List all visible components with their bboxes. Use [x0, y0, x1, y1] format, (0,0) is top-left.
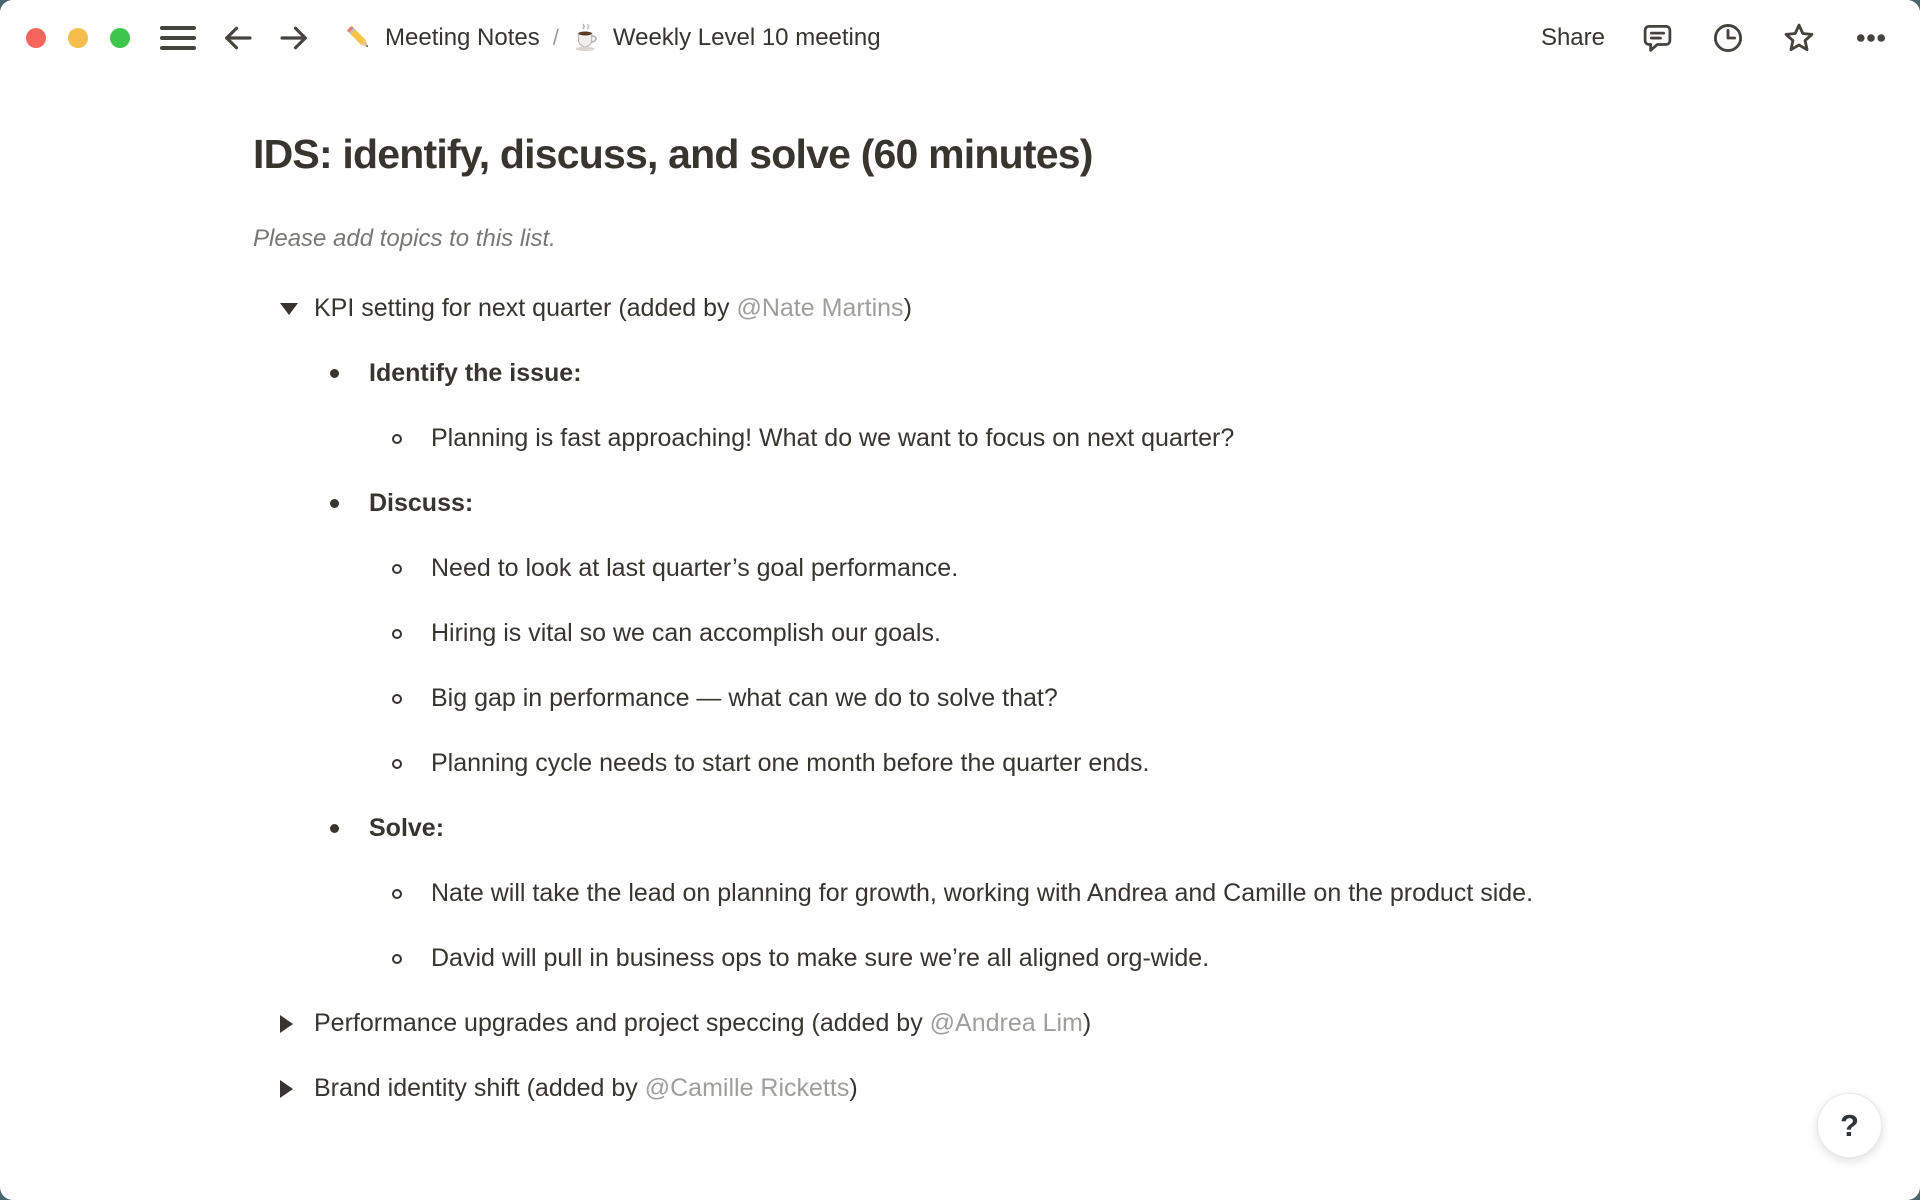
page-content [0, 76, 1667, 1113]
toggle-text[interactable]: KPI setting for next quarter (added by @Nate Martins) [314, 294, 912, 322]
list-item-text[interactable]: Solve: [369, 814, 445, 842]
list-item-text[interactable]: Nate will take the lead on planning for growth, working with Andrea and Camille on the product side. [431, 879, 1534, 907]
bullet-circle-icon [387, 934, 431, 983]
breadcrumb [344, 23, 881, 53]
user-mention[interactable]: @Nate Martins [736, 294, 904, 322]
breadcrumb-item-weekly-meeting[interactable] [572, 23, 881, 53]
minimize-window-button[interactable] [68, 28, 88, 48]
bullet-disc-icon [325, 804, 369, 853]
forward-arrow-icon[interactable] [276, 20, 312, 56]
bullet-circle-icon [387, 869, 431, 918]
list-item-text[interactable]: Identify the issue: [369, 359, 582, 387]
bulleted-list-item [253, 869, 1667, 918]
bulleted-list-item [253, 479, 1667, 528]
coffee-icon [572, 23, 602, 53]
list-item-text[interactable]: Discuss: [369, 489, 474, 517]
bullet-disc-icon [325, 349, 369, 398]
toggle-block-performance [253, 999, 1667, 1048]
list-item-text[interactable]: David will pull in business ops to make sure we’re all aligned org-wide. [431, 944, 1210, 972]
close-window-button[interactable] [26, 28, 46, 48]
toggle-block-kpi [253, 284, 1667, 333]
bullet-circle-icon [387, 414, 431, 463]
hamburger-menu-icon[interactable] [160, 22, 196, 54]
more-ellipsis-icon[interactable] [1852, 20, 1890, 56]
list-item-text[interactable]: Planning cycle needs to start one month before the quarter ends. [431, 749, 1150, 777]
bullet-circle-icon [387, 609, 431, 658]
bulleted-list-item [253, 414, 1667, 463]
toggle-text[interactable]: Performance upgrades and project speccing (added by @Andrea Lim) [314, 1009, 1092, 1037]
breadcrumb-item-meeting-notes[interactable] [344, 23, 540, 53]
nav-arrows [220, 20, 312, 56]
clock-history-icon[interactable] [1710, 20, 1746, 56]
block-list [253, 284, 1667, 1113]
bulleted-list-item [253, 934, 1667, 983]
toggle-block-brand [253, 1064, 1667, 1113]
user-mention[interactable]: @Camille Ricketts [644, 1074, 850, 1102]
bulleted-list-item [253, 739, 1667, 788]
user-mention[interactable]: @Andrea Lim [929, 1009, 1083, 1037]
bullet-circle-icon [387, 544, 431, 593]
bullet-disc-icon [325, 479, 369, 528]
window-controls [26, 28, 130, 48]
topbar-actions [1541, 20, 1890, 56]
favorite-star-icon[interactable] [1781, 20, 1817, 56]
list-item-text[interactable]: Big gap in performance — what can we do to solve that? [431, 684, 1058, 712]
pencil-icon [344, 23, 374, 53]
zoom-window-button[interactable] [110, 28, 130, 48]
question-mark-icon: ? [1840, 1107, 1859, 1143]
bulleted-list-item [253, 804, 1667, 853]
toggle-collapsed-icon[interactable] [277, 1064, 314, 1113]
toggle-collapsed-icon[interactable] [277, 999, 314, 1048]
list-item-text[interactable]: Need to look at last quarter’s goal performance. [431, 554, 959, 582]
share-button[interactable]: Share [1540, 24, 1605, 51]
comments-icon[interactable] [1640, 21, 1675, 56]
breadcrumb-label: Meeting Notes [385, 24, 540, 51]
help-button[interactable] [1817, 1093, 1882, 1158]
toggle-text[interactable]: Brand identity shift (added by @Camille Ricketts) [314, 1074, 858, 1102]
bulleted-list-item [253, 544, 1667, 593]
top-bar [0, 0, 1920, 76]
bullet-circle-icon [387, 674, 431, 723]
list-item-text[interactable]: Planning is fast approaching! What do we want to focus on next quarter? [431, 424, 1235, 452]
bulleted-list-item [253, 349, 1667, 398]
page-subtitle[interactable]: Please add topics to this list. [253, 225, 556, 252]
bulleted-list-item [253, 674, 1667, 723]
bullet-circle-icon [387, 739, 431, 788]
bulleted-list-item [253, 609, 1667, 658]
page-title[interactable]: IDS: identify, discuss, and solve (60 minutes) [253, 131, 1093, 177]
breadcrumb-separator: / [552, 25, 559, 50]
toggle-expanded-icon[interactable] [277, 284, 314, 333]
breadcrumb-label: Weekly Level 10 meeting [612, 24, 881, 51]
back-arrow-icon[interactable] [220, 20, 256, 56]
list-item-text[interactable]: Hiring is vital so we can accomplish our goals. [431, 619, 941, 647]
